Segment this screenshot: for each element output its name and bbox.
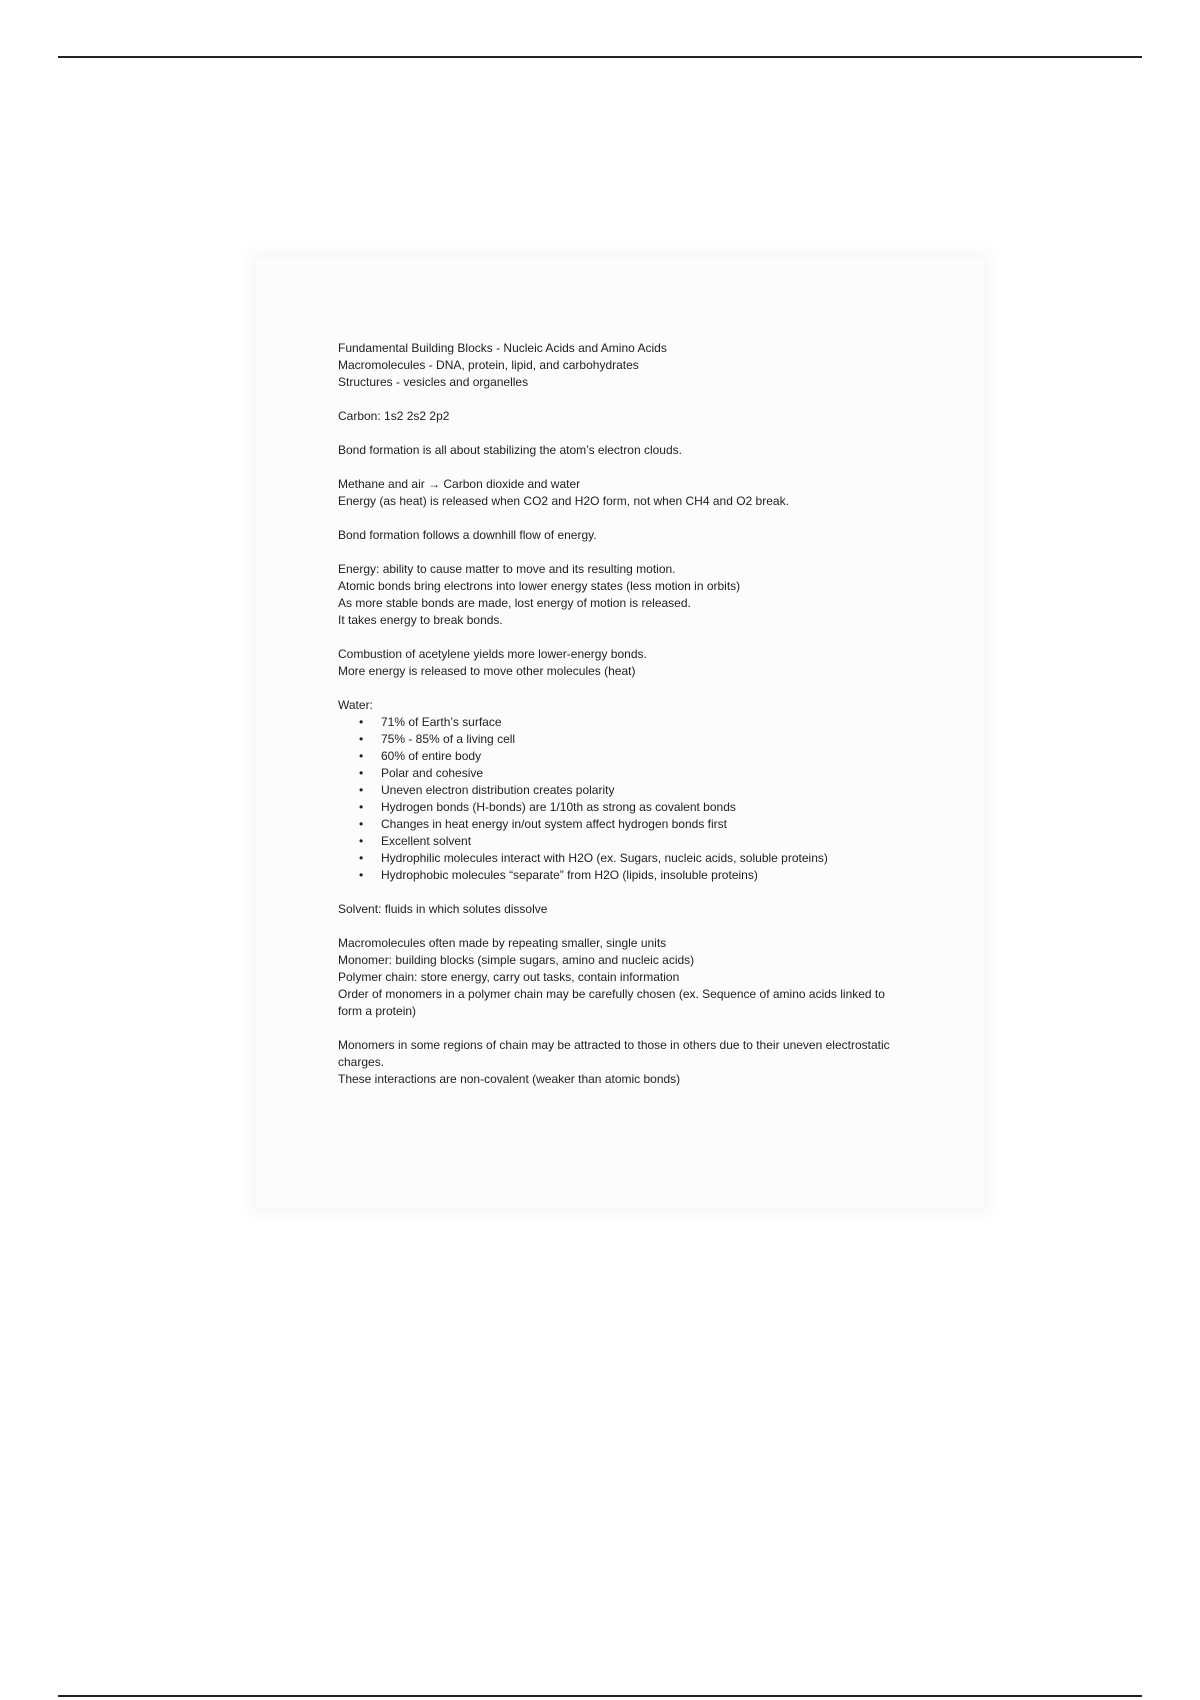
text-line: Macromolecules often made by repeating smaller, single units (338, 936, 667, 950)
energy-block (338, 561, 898, 629)
bullet-item: • Hydrogen bonds (H-bonds) are 1/10th as strong as covalent bonds (359, 799, 898, 816)
text-line: Solvent: fluids in which solutes dissolve (338, 902, 548, 916)
bullet-item: • 71% of Earth’s surface (359, 714, 898, 731)
text-line: Bond formation follows a downhill flow of energy. (338, 528, 597, 542)
water-bullet-list (338, 714, 898, 884)
carbon-block (338, 408, 898, 425)
bullet-item: • Hydrophobic molecules “separate” from H2O (lipids, insoluble proteins) (359, 867, 898, 884)
text-line: Fundamental Building Blocks - Nucleic Acids and Amino Acids (338, 341, 667, 355)
downhill-block (338, 527, 898, 544)
bullet-item: • Changes in heat energy in/out system affect hydrogen bonds first (359, 816, 898, 833)
text-line: Carbon: 1s2 2s2 2p2 (338, 409, 450, 423)
water-block (338, 697, 898, 884)
solvent-block (338, 901, 898, 918)
text-line: Structures - vesicles and organelles (338, 375, 529, 389)
text-line: More energy is released to move other molecules (heat) (338, 664, 636, 678)
intro-block (338, 340, 898, 391)
text-line: Order of monomers in a polymer chain may be carefully chosen (ex. Sequence of amino acids linked to form a protein) (338, 987, 885, 1018)
text-line: Combustion of acetylene yields more lower-energy bonds. (338, 647, 647, 661)
text-line: Bond formation is all about stabilizing the atom’s electron clouds. (338, 443, 682, 457)
text-line: Monomers in some regions of chain may be attracted to those in others due to their uneven electrostatic charges. (338, 1038, 890, 1069)
bullet-item: • 60% of entire body (359, 748, 898, 765)
text-line: These interactions are non-covalent (weaker than atomic bonds) (338, 1072, 681, 1086)
combustion-block (338, 646, 898, 680)
bond-formation-block (338, 442, 898, 459)
text-line: Macromolecules - DNA, protein, lipid, and carbohydrates (338, 358, 639, 372)
text-line: As more stable bonds are made, lost energy of motion is released. (338, 596, 691, 610)
text-line: Monomer: building blocks (simple sugars, amino and nucleic acids) (338, 953, 695, 967)
macromolecules-block (338, 935, 898, 1020)
bullet-item: • 75% - 85% of a living cell (359, 731, 898, 748)
text-line: Atomic bonds bring electrons into lower energy states (less motion in orbits) (338, 579, 741, 593)
bullet-item: • Uneven electron distribution creates polarity (359, 782, 898, 799)
document-body (338, 340, 898, 1105)
text-line: Polymer chain: store energy, carry out tasks, contain information (338, 970, 680, 984)
text-line: It takes energy to break bonds. (338, 613, 503, 627)
text-line: Energy (as heat) is released when CO2 and H2O form, not when CH4 and O2 break. (338, 494, 789, 508)
methane-block (338, 476, 898, 510)
text-line: Energy: ability to cause matter to move and its resulting motion. (338, 562, 676, 576)
water-heading: Water: (338, 698, 373, 712)
top-divider (58, 56, 1142, 58)
bullet-item: • Polar and cohesive (359, 765, 898, 782)
text-line: Methane and air → Carbon dioxide and water (338, 477, 581, 491)
bottom-divider (58, 1695, 1142, 1697)
monomers-block (338, 1037, 898, 1088)
bullet-item: • Excellent solvent (359, 833, 898, 850)
bullet-item: • Hydrophilic molecules interact with H2O (ex. Sugars, nucleic acids, soluble proteins) (359, 850, 898, 867)
